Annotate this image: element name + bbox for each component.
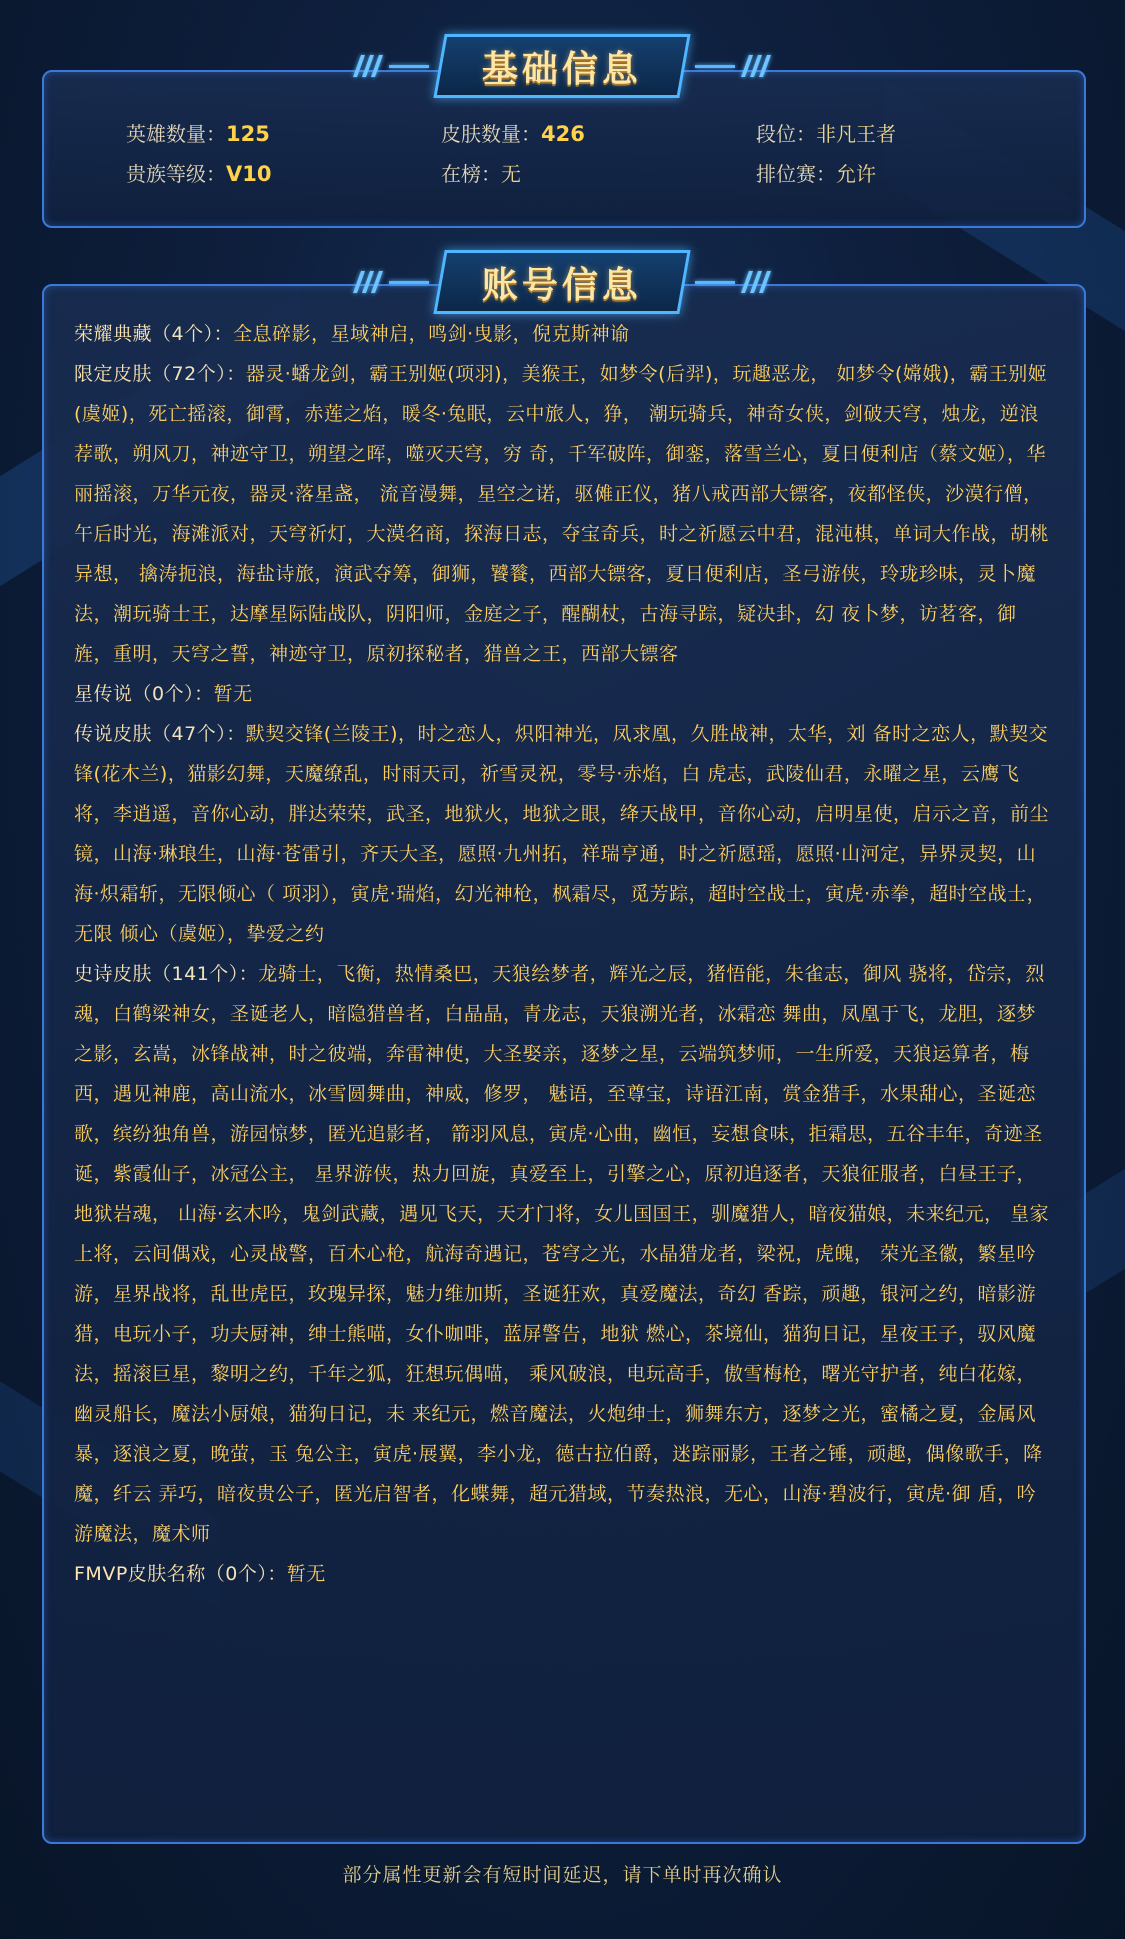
stat-on-leaderboard bbox=[441, 160, 756, 188]
entry-skin-names: 暂无 bbox=[286, 1563, 326, 1585]
basic-info-title: 基础信息 bbox=[481, 48, 642, 90]
stat-value: 125 bbox=[226, 122, 270, 146]
stat-label: 贵族等级： bbox=[126, 162, 226, 186]
entry-glory-collection bbox=[74, 314, 1054, 354]
footer-disclaimer: 部分属性更新会有短时间延迟，请下单时再次确认 bbox=[342, 1864, 783, 1886]
entry-skin-names: 龙骑士，飞衡，热情桑巴，天狼绘梦者，辉光之辰，猪悟能，朱雀志，御风 骁将，岱宗，烈魂，白鹤梁神女，圣诞老人，暗隐猎兽者，白晶晶，青龙志，天狼溯光者，冰霜恋 舞曲，凤凰于飞，龙胆，逐梦之影，玄嵩，冰锋战神，时之彼端，奔雷神使，大圣娶亲，逐梦之星，云端筑梦师，一生所爱，天狼运算者，梅西，遇见神鹿，高山流水，冰雪圆舞曲，神威，修罗， 魅语，至尊宝，诗语江南，赏金猎手，水果甜心，圣诞恋歌，缤纷独角兽，游园惊梦，匿光追影者， 箭羽风息，寅虎·心曲，幽恒，妄想食味，拒霜思，五谷丰年，奇迹圣诞，紫霞仙子，冰冠公主， 星界游侠，热力回旋，真爱至上，引擎之心，原初追逐者，天狼征服者，白昼王子，地狱岩魂， 山海·玄木吟，鬼剑武藏，遇见飞天，天才门将，女儿国国王，驯魔猎人，暗夜猫娘，未来纪元， 皇家上将，云间偶戏，心灵战警，百木心枪，航海奇遇记，苍穹之光，水晶猎龙者，梁祝，虎魄， 荣光圣徽，繁星吟游，星界战将，乱世虎臣，玫瑰异探，魅力维加斯，圣诞狂欢，真爱魔法，奇幻 香踪，顽趣，银河之约，暗影游猎，电玩小子，功夫厨神，绅士熊喵，女仆咖啡，蓝屏警告，地狱 燃心，茶境仙，猫狗日记，星夜王子，驭风魔法，摇滚巨星，黎明之约，千年之狐，狂想玩偶喵， 乘风破浪，电玩高手，傲雪梅枪，曙光守护者，纯白花嫁，幽灵船长，魔法小厨娘，猫狗日记，未 来纪元，燃音魔法，火炮绅士，狮舞东方，逐梦之光，蜜橘之夏，金属风暴，逐浪之夏，晚萤，玉 兔公主，寅虎·展翼，李小龙，德古拉伯爵，迷踪丽影，王者之锤，顽趣，偶像歌手，降魔，纤云 弄巧，暗夜贵公子，匿光启智者，化蝶舞，超元猎域，节奏热浪，无心，山海·碧波行，寅虎·御 盾，吟游魔法，魔术师 bbox=[74, 963, 1050, 1545]
account-info-title: 账号信息 bbox=[481, 264, 642, 306]
account-info-title-plate bbox=[433, 250, 690, 314]
entry-label: 荣耀典藏 bbox=[74, 323, 153, 345]
entry-count: （0个） bbox=[205, 1563, 268, 1585]
stat-value: 426 bbox=[541, 122, 585, 146]
entry-separator: ： bbox=[213, 323, 234, 345]
entry-count: （0个） bbox=[132, 683, 195, 705]
entry-count: （141个） bbox=[152, 963, 239, 985]
stat-value: 允许 bbox=[836, 162, 876, 186]
entry-separator: ： bbox=[226, 723, 246, 745]
entry-limited-skins bbox=[74, 354, 1054, 674]
entry-fmvp-skins bbox=[74, 1554, 1054, 1594]
stat-value: 无 bbox=[501, 162, 521, 186]
basic-info-title-plate bbox=[433, 34, 690, 98]
entry-skin-names: 器灵·蟠龙剑，霸王别姬(项羽)，美猴王，如梦令(后羿)，玩趣恶龙， 如梦令(嫦娥)，霸王别姬(虞姬)，死亡摇滚，御霄，赤莲之焰，暖冬·兔眠，云中旅人，狰， 潮玩骑兵，神奇女侠，剑破天穹，烛龙，逆浪荐歌，朔风刀，神迹守卫，朔望之晖，噬灭天穹，穷 奇，千军破阵，御銮，落雪兰心，夏日便利店（蔡文姬），华丽摇滚，万华元夜，器灵·落星盏， 流音漫舞，星空之诺，驱傩正仪，猪八戒西部大镖客，夜都怪侠，沙漠行僧，午后时光，海滩派对，天穹祈灯，大漠名商，探海日志，夺宝奇兵，时之祈愿云中君，混沌棋，单词大作战，胡桃异想， 擒涛扼浪，海盐诗旅，演武夺筹，御狮，饕餮，西部大镖客，夏日便利店，圣弓游侠，玲珑珍味，灵卜魔法，潮玩骑士王，达摩星际陆战队，阴阳师，金庭之子，醒醐杖，古海寻踪，疑决卦，幻 夜卜梦，访茗客，御旌，重明，天穹之誓，神迹守卫，原初探秘者，猎兽之王，西部大镖客 bbox=[74, 363, 1050, 665]
stat-label: 在榜： bbox=[441, 162, 501, 186]
stat-label: 排位赛： bbox=[756, 162, 836, 186]
entry-label: 传说皮肤 bbox=[74, 723, 153, 745]
stat-noble-level bbox=[126, 160, 441, 188]
entry-separator: ： bbox=[194, 683, 214, 705]
stat-value: V10 bbox=[226, 162, 272, 186]
title-deco-left bbox=[357, 55, 379, 77]
stat-label: 段位： bbox=[756, 122, 816, 146]
account-info-header bbox=[357, 250, 767, 314]
entry-skin-names: 全息碎影，星域神启，鸣剑·曳影，倪克斯神谕 bbox=[233, 323, 630, 345]
entry-label: 限定皮肤 bbox=[74, 363, 153, 385]
stat-rank bbox=[756, 120, 1056, 148]
title-deco-left bbox=[357, 271, 379, 293]
entry-separator: ： bbox=[226, 363, 246, 385]
stat-label: 英雄数量： bbox=[126, 122, 226, 146]
entry-star-legend bbox=[74, 674, 1054, 714]
basic-stats-grid bbox=[126, 120, 1056, 188]
entry-count: （4个） bbox=[152, 323, 214, 345]
entry-label: 星传说 bbox=[74, 683, 133, 705]
title-deco-right bbox=[745, 55, 767, 77]
stat-value: 非凡王者 bbox=[816, 122, 896, 146]
title-deco-line bbox=[695, 281, 735, 284]
entry-count: （72个） bbox=[152, 363, 227, 385]
entry-skin-names: 默契交锋(兰陵王)，时之恋人，炽阳神光，凤求凰，久胜战神，太华，刘 备时之恋人，默契交锋(花木兰)，猫影幻舞，天魔缭乱，时雨天司，祈雪灵祝，零号·赤焰，白 虎志，武陵仙君，永曜之星，云鹰飞将，李逍遥，音你心动，胖达荣荣，武圣，地狱火，地狱之眼，绛天战甲，音你心动，启明星使，启示之音，前尘镜，山海·琳琅生，山海·苍雷引，齐天大圣，愿照·九州拓，祥瑞亨通，时之祈愿瑶，愿照·山河定，异界灵契，山海·炽霜斩，无限倾心（ 项羽），寅虎·瑞焰，幻光神枪，枫霜尽，觅芳踪，超时空战士，寅虎·赤拳，超时空战士，无限 倾心（虞姬），挚爱之约 bbox=[74, 723, 1050, 945]
entry-separator: ： bbox=[267, 1563, 287, 1585]
stat-label: 皮肤数量： bbox=[441, 122, 541, 146]
account-info-body bbox=[74, 314, 1054, 1594]
title-deco-right bbox=[745, 271, 767, 293]
title-deco-line bbox=[389, 65, 429, 68]
entry-label: 史诗皮肤 bbox=[74, 963, 153, 985]
entry-separator: ： bbox=[238, 963, 259, 985]
stat-skin-count bbox=[441, 120, 756, 148]
stat-hero-count bbox=[126, 120, 441, 148]
basic-info-header bbox=[357, 34, 767, 98]
entry-skin-names: 暂无 bbox=[213, 683, 253, 705]
entry-count: （47个） bbox=[152, 723, 227, 745]
entry-label: FMVP皮肤名称 bbox=[74, 1563, 206, 1585]
entry-legend-skins bbox=[74, 714, 1054, 954]
title-deco-line bbox=[389, 281, 429, 284]
entry-epic-skins bbox=[74, 954, 1054, 1554]
account-info-panel bbox=[42, 284, 1086, 1844]
stat-ranked-match bbox=[756, 160, 1056, 188]
title-deco-line bbox=[695, 65, 735, 68]
